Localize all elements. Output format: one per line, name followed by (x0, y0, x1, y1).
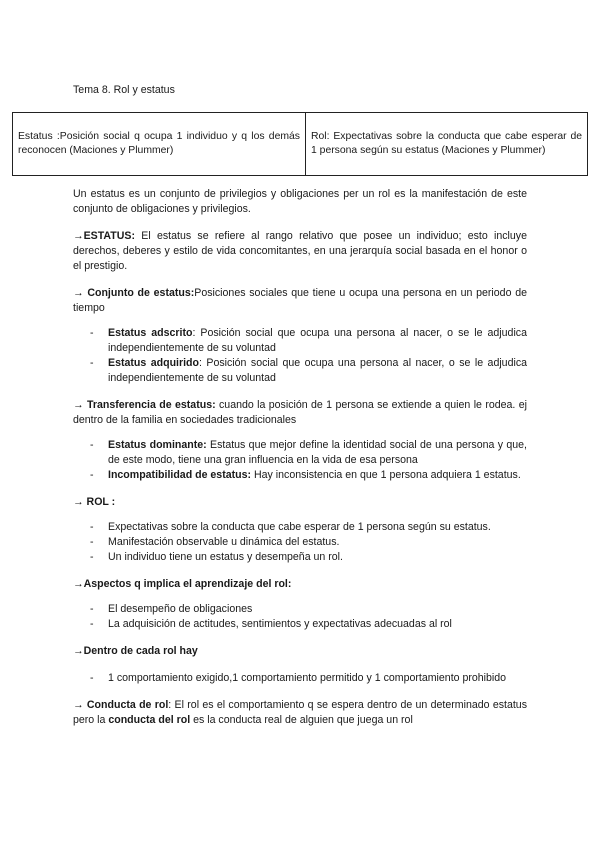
conjunto-heading: → Conjunto de estatus: (73, 287, 195, 299)
bullet-dash: - (90, 551, 94, 563)
aspectos-heading: →Aspectos q implica el aprendizaje del rol: (73, 578, 292, 590)
item-heading: Estatus adquirido (108, 357, 199, 369)
conjunto-text: Posiciones sociales que tiene u ocupa una persona en un periodo de tiempo (73, 287, 527, 314)
bullet-dash: - (90, 672, 94, 684)
list-item (73, 602, 527, 617)
bullet-dash: - (90, 439, 94, 451)
list-item (73, 438, 527, 468)
bullet-dash: - (90, 603, 94, 615)
page-title: Tema 8. Rol y estatus (73, 84, 175, 96)
dentro-list (73, 671, 527, 686)
dentro-heading-paragraph (73, 644, 527, 659)
item-text: : Posición social que ocupa una persona al nacer, o se le adjudica independientemente de su voluntad (108, 357, 528, 384)
item-text: Expectativas sobre la conducta que cabe esperar de 1 persona según su estatus. (108, 521, 491, 533)
item-text: : Posición social que ocupa una persona al nacer, o se le adjudica independientemente de su voluntad (108, 327, 527, 354)
transferencia-heading: → Transferencia de estatus: (73, 399, 216, 411)
conducta-text-2: es la conducta real de alguien que juega un rol (190, 714, 413, 726)
aspectos-list (73, 602, 527, 632)
estatus-paragraph (73, 229, 527, 274)
bullet-dash: - (90, 357, 94, 369)
bullet-dash: - (90, 536, 94, 548)
item-text: Un individuo tiene un estatus y desempeña un rol. (108, 551, 343, 563)
bullet-dash: - (90, 327, 94, 339)
item-text: Manifestación observable u dinámica del estatus. (108, 536, 340, 548)
rol-list (73, 520, 527, 565)
list-item (73, 535, 527, 550)
bullet-dash: - (90, 521, 94, 533)
rol-heading: → ROL : (73, 496, 116, 508)
definitions-table (12, 112, 588, 176)
item-text: Estatus que mejor define la identidad social de una persona y que, de este modo, tiene una gran influencia en la vida de esa persona (108, 439, 527, 466)
conjunto-paragraph (73, 286, 527, 316)
intro-paragraph: Un estatus es un conjunto de privilegios y obligaciones per un rol es la manifestación de este conjunto de obligaciones y privilegios. (73, 188, 527, 215)
list-item (73, 520, 527, 535)
list-item (73, 671, 527, 686)
estatus-heading: →ESTATUS: (73, 230, 135, 242)
conducta-bold: conducta del rol (108, 714, 191, 726)
estatus-text: El estatus se refiere al rango relativo que posee un individuo; esto incluye derechos, deberes y estilo de vida concomitantes, en una jerarquía social basada en el honor o el prestigio. (73, 230, 527, 272)
dentro-heading: →Dentro de cada rol hay (73, 645, 198, 657)
bullet-dash: - (90, 618, 94, 630)
conducta-paragraph (73, 698, 527, 728)
conducta-heading: → Conducta de rol (73, 699, 169, 711)
item-text: Hay inconsistencia en que 1 persona adquiera 1 estatus. (251, 469, 521, 481)
conjunto-list (73, 326, 527, 386)
transferencia-paragraph (73, 398, 527, 428)
item-heading: Estatus dominante: (108, 439, 207, 451)
list-item (73, 468, 527, 483)
item-text: La adquisición de actitudes, sentimientos y expectativas adecuadas al rol (108, 618, 452, 630)
list-item (73, 356, 527, 386)
list-item (73, 617, 527, 632)
item-heading: Incompatibilidad de estatus: (108, 469, 252, 481)
item-text: El desempeño de obligaciones (108, 603, 253, 615)
list-item (73, 550, 527, 565)
rol-definition-cell: Rol: Expectativas sobre la conducta que cabe esperar de 1 persona según su estatus (Maciones y Plummer) (306, 113, 588, 176)
conducta-text-1: : El rol es el comportamiento q se espera dentro de un determinado estatus pero la (73, 699, 527, 726)
estatus-definition-cell: Estatus :Posición social q ocupa 1 individuo y q los demás reconocen (Maciones y Plummer) (13, 113, 306, 176)
transferencia-text: cuando la posición de 1 persona se extiende a quien le rodea. ej dentro de la familia en sociedades tradicionales (73, 399, 527, 426)
document-body (73, 187, 527, 728)
bullet-dash: - (90, 469, 94, 481)
item-heading: Estatus adscrito (108, 327, 193, 339)
list-item (73, 326, 527, 356)
aspectos-heading-paragraph (73, 577, 527, 592)
item-text: 1 comportamiento exigido,1 comportamiento permitido y 1 comportamiento prohibido (108, 672, 507, 684)
transferencia-list (73, 438, 527, 483)
rol-heading-paragraph (73, 495, 527, 510)
